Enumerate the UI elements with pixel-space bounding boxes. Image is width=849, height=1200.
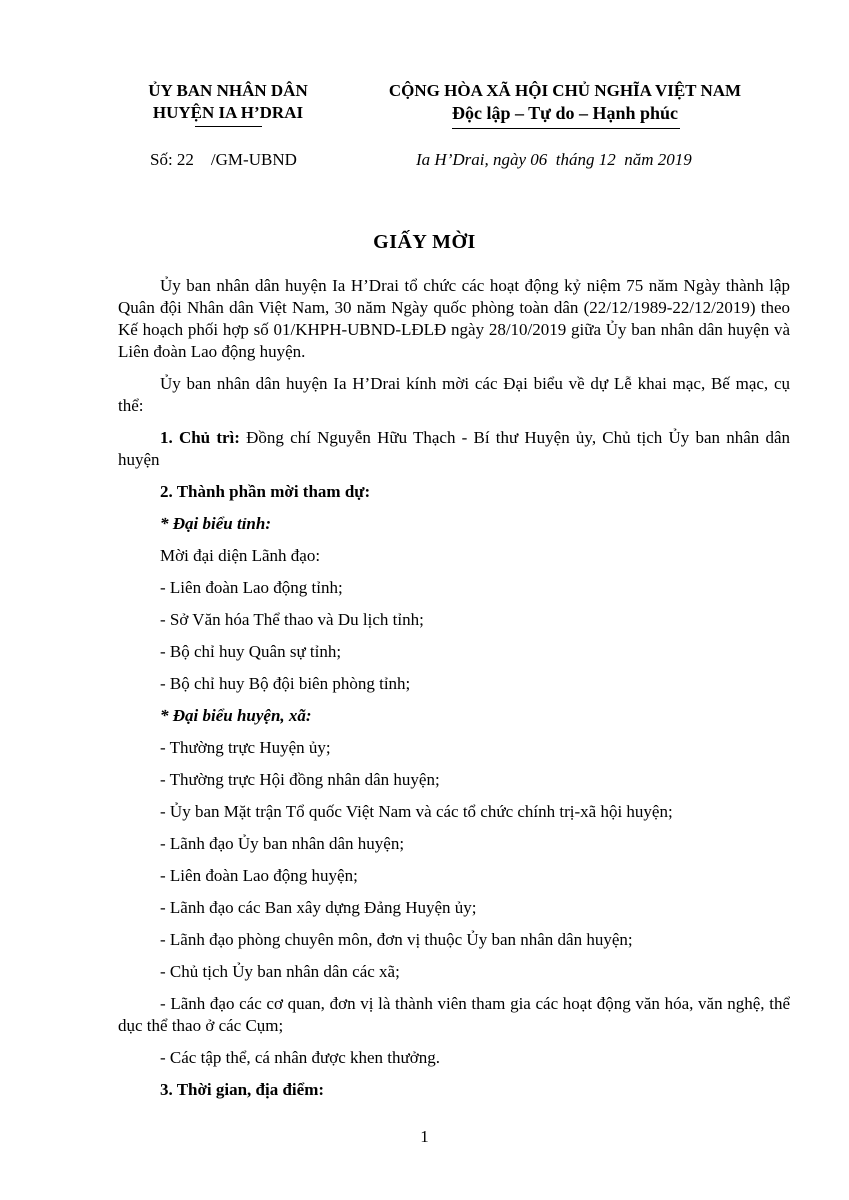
national-motto: Độc lập – Tự do – Hạnh phúc xyxy=(451,103,679,123)
nation-name: CỘNG HÒA XÃ HỘI CHỦ NGHĨA VIỆT NAM xyxy=(388,81,742,100)
authority-underline xyxy=(195,126,262,127)
list-item: - Liên đoàn Lao động tỉnh; xyxy=(160,578,343,597)
authority-line-1: ỦY BAN NHÂN DÂN xyxy=(148,81,308,100)
list-item: - Lãnh đạo các Ban xây dựng Đảng Huyện ủy; xyxy=(160,898,477,917)
section-time-place-heading: 3. Thời gian, địa điểm: xyxy=(160,1080,325,1099)
list-item: - Bộ chỉ huy Quân sự tỉnh; xyxy=(160,642,342,661)
district-delegates-heading: * Đại biểu huyện, xã: xyxy=(160,706,312,725)
list-item: - Thường trực Huyện ủy; xyxy=(160,738,331,757)
list-item: - Các tập thể, cá nhân được khen thưởng. xyxy=(160,1048,440,1067)
province-delegates-heading: * Đại biểu tỉnh: xyxy=(160,514,271,533)
list-item: - Bộ chỉ huy Bộ đội biên phòng tỉnh; xyxy=(160,674,411,693)
document-title: GIẤY MỜI xyxy=(373,231,476,253)
issuing-authority xyxy=(110,80,346,124)
province-intro: Mời đại diện Lãnh đạo: xyxy=(160,546,321,565)
document-number: Số: 22 /GM-UBND xyxy=(150,150,297,169)
invite-paragraph: Ủy ban nhân dân huyện Ia H’Drai kính mời các Đại biểu về dự Lễ khai mạc, Bế mạc, cụ thể: xyxy=(118,374,790,415)
list-item: - Sở Văn hóa Thể thao và Du lịch tỉnh; xyxy=(160,610,424,629)
document-body xyxy=(118,275,790,1111)
list-item: - Thường trực Hội đồng nhân dân huyện; xyxy=(160,770,440,789)
page-number: 1 xyxy=(420,1127,429,1146)
section-chair-label: 1. Chủ trì: xyxy=(160,428,240,447)
intro-paragraph: Ủy ban nhân dân huyện Ia H’Drai tổ chức các hoạt động kỷ niệm 75 năm Ngày thành lập Quân đội Nhân dân Việt Nam, 30 năm Ngày quốc phòng toàn dân (22/12/1989-22/12/2019) theo Kế hoạch phối hợp số 01/KHPH-UBND-LĐLĐ ngày 28/10/2019 giữa Ủy ban nhân dân huyện và Liên đoàn Lao động huyện. xyxy=(118,276,790,361)
list-item-long: - Lãnh đạo các cơ quan, đơn vị là thành viên tham gia các hoạt động văn hóa, văn nghệ, thể dục thể thao ở các Cụm; xyxy=(118,994,790,1035)
list-item: - Chủ tịch Ủy ban nhân dân các xã; xyxy=(160,962,400,981)
motto-underline xyxy=(452,128,680,129)
list-item: - Liên đoàn Lao động huyện; xyxy=(160,866,358,885)
national-header xyxy=(350,80,780,124)
list-item: - Lãnh đạo Ủy ban nhân dân huyện; xyxy=(160,834,405,853)
section-chair xyxy=(118,427,790,471)
list-item: - Ủy ban Mặt trận Tổ quốc Việt Nam và các tổ chức chính trị-xã hội huyện; xyxy=(160,802,673,821)
section-chair-text: Đồng chí Nguyễn Hữu Thạch - Bí thư Huyện ủy, Chủ tịch Ủy ban nhân dân huyện xyxy=(118,428,791,469)
list-item: - Lãnh đạo phòng chuyên môn, đơn vị thuộc Ủy ban nhân dân huyện; xyxy=(160,930,633,949)
date-line: Ia H’Drai, ngày 06 tháng 12 năm 2019 xyxy=(416,150,692,169)
authority-line-2: HUYỆN IA H’DRAI xyxy=(152,103,304,122)
section-participants-heading: 2. Thành phần mời tham dự: xyxy=(160,482,371,501)
